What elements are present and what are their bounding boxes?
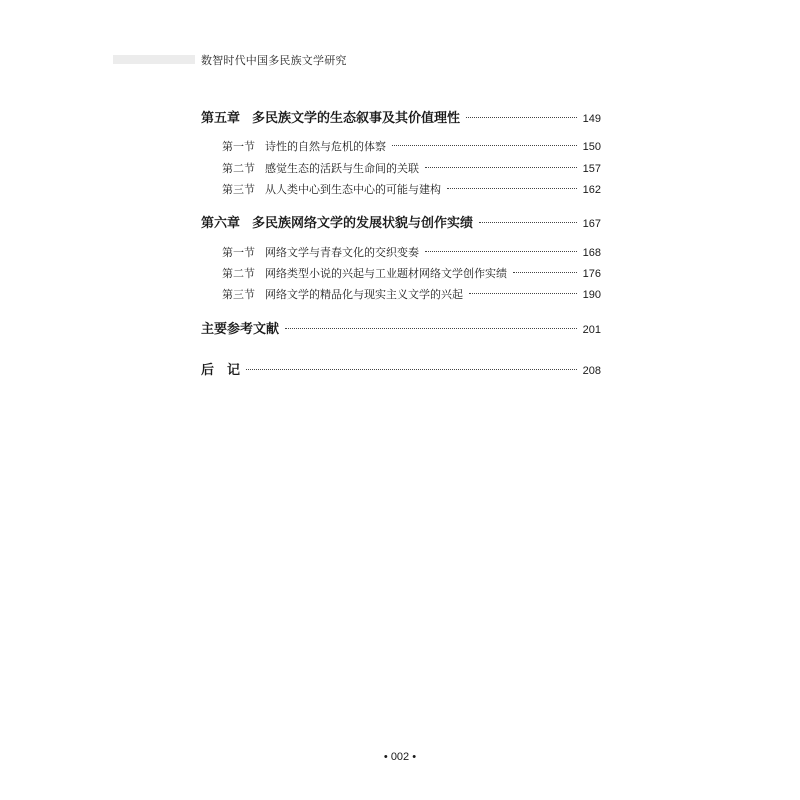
section-title: 网络类型小说的兴起与工业题材网络文学创作实绩 [265, 267, 507, 280]
page-ref: 167 [582, 218, 601, 230]
page-ref: 208 [582, 365, 601, 377]
dot-leader [425, 251, 577, 252]
dot-leader [447, 188, 577, 189]
section-title: 网络文学与青春文化的交织变奏 [265, 246, 419, 259]
toc-section [222, 265, 601, 281]
toc-section [222, 138, 601, 154]
page-ref: 162 [582, 184, 601, 196]
references-title: 主要参考文献 [201, 322, 280, 337]
chapter-title: 多民族文学的生态叙事及其价值理性 [252, 111, 461, 126]
toc-section [222, 160, 601, 176]
page-ref: 157 [582, 163, 601, 175]
dot-leader [466, 117, 577, 118]
page-ref: 176 [582, 268, 601, 280]
section-title: 从人类中心到生态中心的可能与建构 [265, 183, 441, 196]
dot-leader [479, 222, 577, 223]
page-ref: 168 [582, 247, 601, 259]
section-number: 第二节 [222, 267, 255, 280]
section-number: 第二节 [222, 162, 255, 175]
chapter-number: 第五章 [201, 111, 241, 126]
toc-chapter-5 [201, 107, 601, 126]
section-number: 第三节 [222, 288, 255, 301]
chapter-title: 多民族网络文学的发展状貌与创作实绩 [252, 216, 474, 231]
section-title: 感觉生态的活跃与生命间的关联 [265, 162, 419, 175]
page-ref: 190 [582, 289, 601, 301]
toc-section [222, 244, 601, 260]
dot-leader [425, 167, 577, 168]
toc-afterword [201, 359, 601, 378]
page-ref: 201 [582, 324, 601, 336]
dot-leader [285, 328, 577, 329]
section-title: 网络文学的精品化与现实主义文学的兴起 [265, 288, 463, 301]
section-number: 第一节 [222, 246, 255, 259]
running-header-title: 数智时代中国多民族文学研究 [201, 54, 347, 67]
toc-section [222, 181, 601, 197]
afterword-title: 后 记 [201, 363, 241, 378]
dot-leader [392, 145, 577, 146]
chapter-number: 第六章 [201, 216, 241, 231]
dot-leader [246, 369, 577, 370]
dot-leader [469, 293, 577, 294]
section-number: 第三节 [222, 183, 255, 196]
page-ref: 150 [582, 141, 601, 153]
toc-references [201, 318, 601, 337]
section-title: 诗性的自然与危机的体察 [265, 140, 386, 153]
page-number: • 002 • [383, 751, 417, 763]
dot-leader [513, 272, 577, 273]
toc-section [222, 286, 601, 302]
toc-chapter-6 [201, 212, 601, 231]
section-number: 第一节 [222, 140, 255, 153]
page-ref: 149 [582, 113, 601, 125]
